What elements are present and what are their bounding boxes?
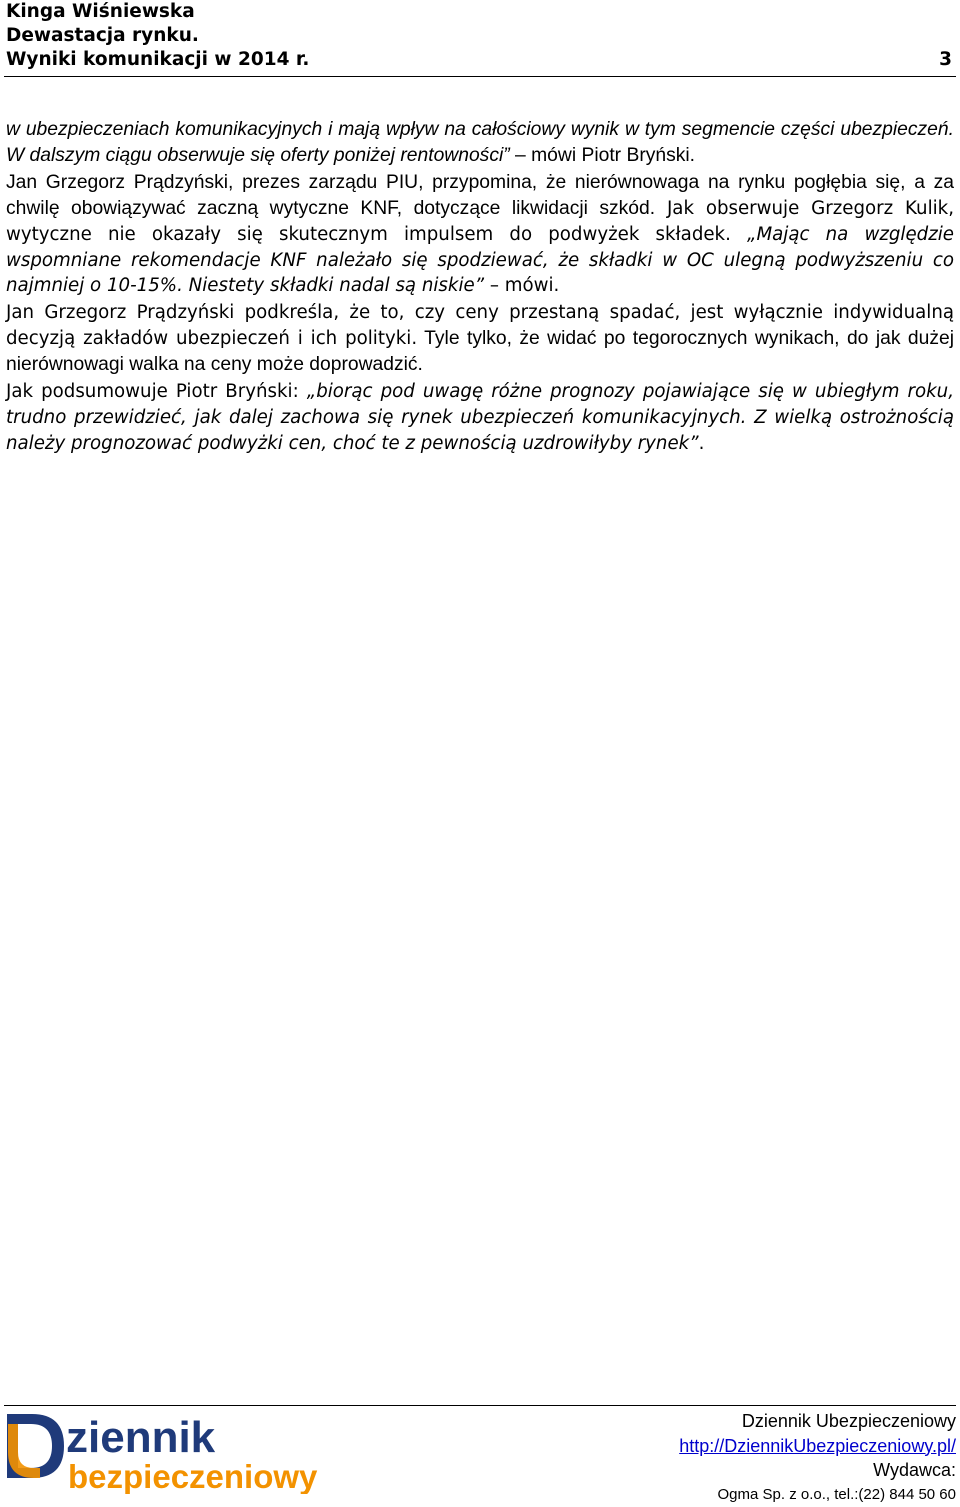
author-name: Kinga Wiśniewska — [6, 0, 954, 24]
article-title: Dewastacja rynku. — [6, 24, 954, 48]
dziennik-logo — [4, 1408, 344, 1494]
publication-link[interactable]: http://DziennikUbezpieczeniowy.pl/ — [679, 1436, 956, 1456]
footer-divider — [4, 1405, 956, 1406]
paragraph-1 — [6, 117, 954, 169]
quote-text: „biorąc pod uwagę różne prognozy pojawiające się w ubiegłym roku, trudno przewidzieć, jak dalej zachowa się rynek ubezpieczeń komunikacyjnych. Z wielką ostrożnością należy prognozować podwyżki cen, choć te z pewnością uzdrowiłyby rynek” — [6, 381, 954, 454]
quote-attribution: – mówi Piotr Bryński. — [510, 145, 695, 166]
body-text: . — [699, 433, 705, 454]
publisher-info: Ogma Sp. z o.o., tel.:(22) 844 50 60 — [679, 1483, 956, 1507]
body-text: Jak podsumowuje Piotr Bryński: — [6, 381, 307, 402]
page-number: 3 — [939, 48, 952, 72]
article-body — [6, 117, 954, 458]
publication-name: Dziennik Ubezpieczeniowy — [679, 1409, 956, 1434]
header-divider — [4, 76, 956, 77]
paragraph-3 — [6, 300, 954, 378]
logo-word-dziennik: ziennik — [66, 1413, 216, 1462]
quote-attribution: – mówi. — [484, 275, 559, 296]
logo-word-ubezpieczeniowy: bezpieczeniowy — [68, 1458, 318, 1494]
publisher-label: Wydawca: — [679, 1458, 956, 1483]
body-text: Tyle tylko, że widać po tegorocznych wynikach, do jak dużej nierównowagi walka na ceny może doprowadzić. — [6, 328, 954, 375]
logo-graphic — [4, 1408, 344, 1494]
page-header — [6, 0, 954, 72]
body-text: Jan Grzegorz Prądzyński podkreśla, że to, czy ceny przestaną spadać, jest wyłącznie indywidualną decyzją zakładów ubezpieczeń i ich polityki. — [6, 302, 954, 349]
paragraph-4 — [6, 379, 954, 457]
quote-text: w ubezpieczeniach komunikacyjnych i mają wpływ na całościowy wynik w tym segmencie części ubezpieczeń. W dalszym ciągu obserwuje się oferty poniżej rentowności” — [6, 119, 954, 166]
body-text: Jak obserwuje Grzegorz Kulik, wytyczne nie okazały się skutecznym impulsem do podwyżek składek. — [6, 198, 954, 245]
paragraph-2 — [6, 170, 954, 300]
footer-info — [679, 1409, 956, 1507]
body-text: Jan Grzegorz Prądzyński, prezes zarządu PIU, przypomina, że nierównowaga na rynku pogłębia się, a za chwilę obowiązywać zaczną wytyczne KNF, dotyczące likwidacji szkód. — [6, 172, 954, 219]
article-subtitle: Wyniki komunikacji w 2014 r. — [6, 48, 954, 72]
quote-text: „Mając na względzie wspomniane rekomendacje KNF należało się spodziewać, że składki w OC ulegną podwyższeniu co najmniej o 10-15%. Niestety składki nadal są niskie” — [6, 224, 954, 297]
